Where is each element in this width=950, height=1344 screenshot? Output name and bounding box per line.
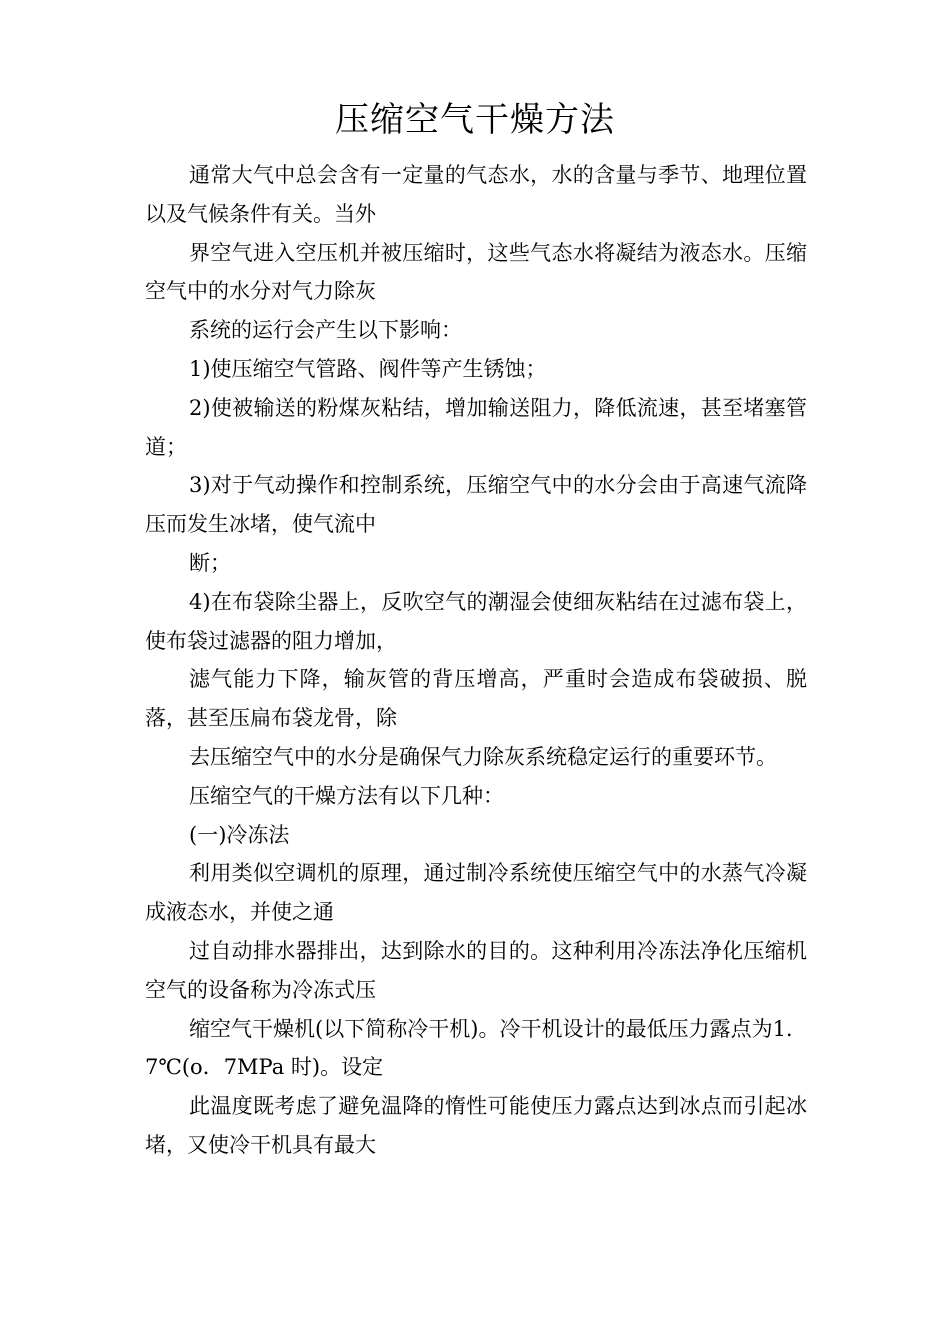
- document-body: [145, 156, 807, 1165]
- section-heading: (一)冷冻法: [189, 822, 290, 847]
- paragraph: 系统的运行会产生以下影响：: [189, 318, 462, 343]
- paragraph: 去压缩空气中的水分是确保气力除灰系统稳定运行的重要环节。: [189, 744, 777, 769]
- paragraph: 断；: [189, 550, 231, 575]
- paragraph: 2)使被输送的粉煤灰粘结，增加输送阻力，降低流速，甚至堵塞管道；: [145, 395, 807, 459]
- paragraph: 通常大气中总会含有一定量的气态水，水的含量与季节、地理位置以及气候条件有关。当外: [145, 163, 807, 226]
- paragraph: 压缩空气的干燥方法有以下几种：: [189, 783, 504, 808]
- document-title: 压缩空气干燥方法: [335, 100, 615, 140]
- paragraph: 缩空气干燥机(以下简称冷干机)。冷干机设计的最低压力露点为1．7℃(o．7MPa 时)。设定: [145, 1016, 807, 1080]
- paragraph: 4)在布袋除尘器上，反吹空气的潮湿会使细灰粘结在过滤布袋上，使布袋过滤器的阻力增加，: [145, 589, 807, 653]
- paragraph: 过自动排水器排出，达到除水的目的。这种利用冷冻法净化压缩机空气的设备称为冷冻式压: [145, 938, 807, 1002]
- paragraph: 3)对于气动操作和控制系统，压缩空气中的水分会由于高速气流降压而发生冰堵，使气流中: [145, 473, 807, 537]
- paragraph: 界空气进入空压机并被压缩时，这些气态水将凝结为液态水。压缩空气中的水分对气力除灰: [145, 240, 807, 304]
- paragraph: 滤气能力下降，输灰管的背压增高，严重时会造成布袋破损、脱落，甚至压扁布袋龙骨，除: [145, 667, 807, 731]
- paragraph: 此温度既考虑了避免温降的惰性可能使压力露点达到冰点而引起冰堵，又使冷干机具有最大: [145, 1094, 807, 1157]
- paragraph: 利用类似空调机的原理，通过制冷系统使压缩空气中的水蒸气冷凝成液态水，并使之通: [145, 861, 807, 925]
- paragraph: 1)使压缩空气管路、阀件等产生锈蚀；: [189, 356, 547, 381]
